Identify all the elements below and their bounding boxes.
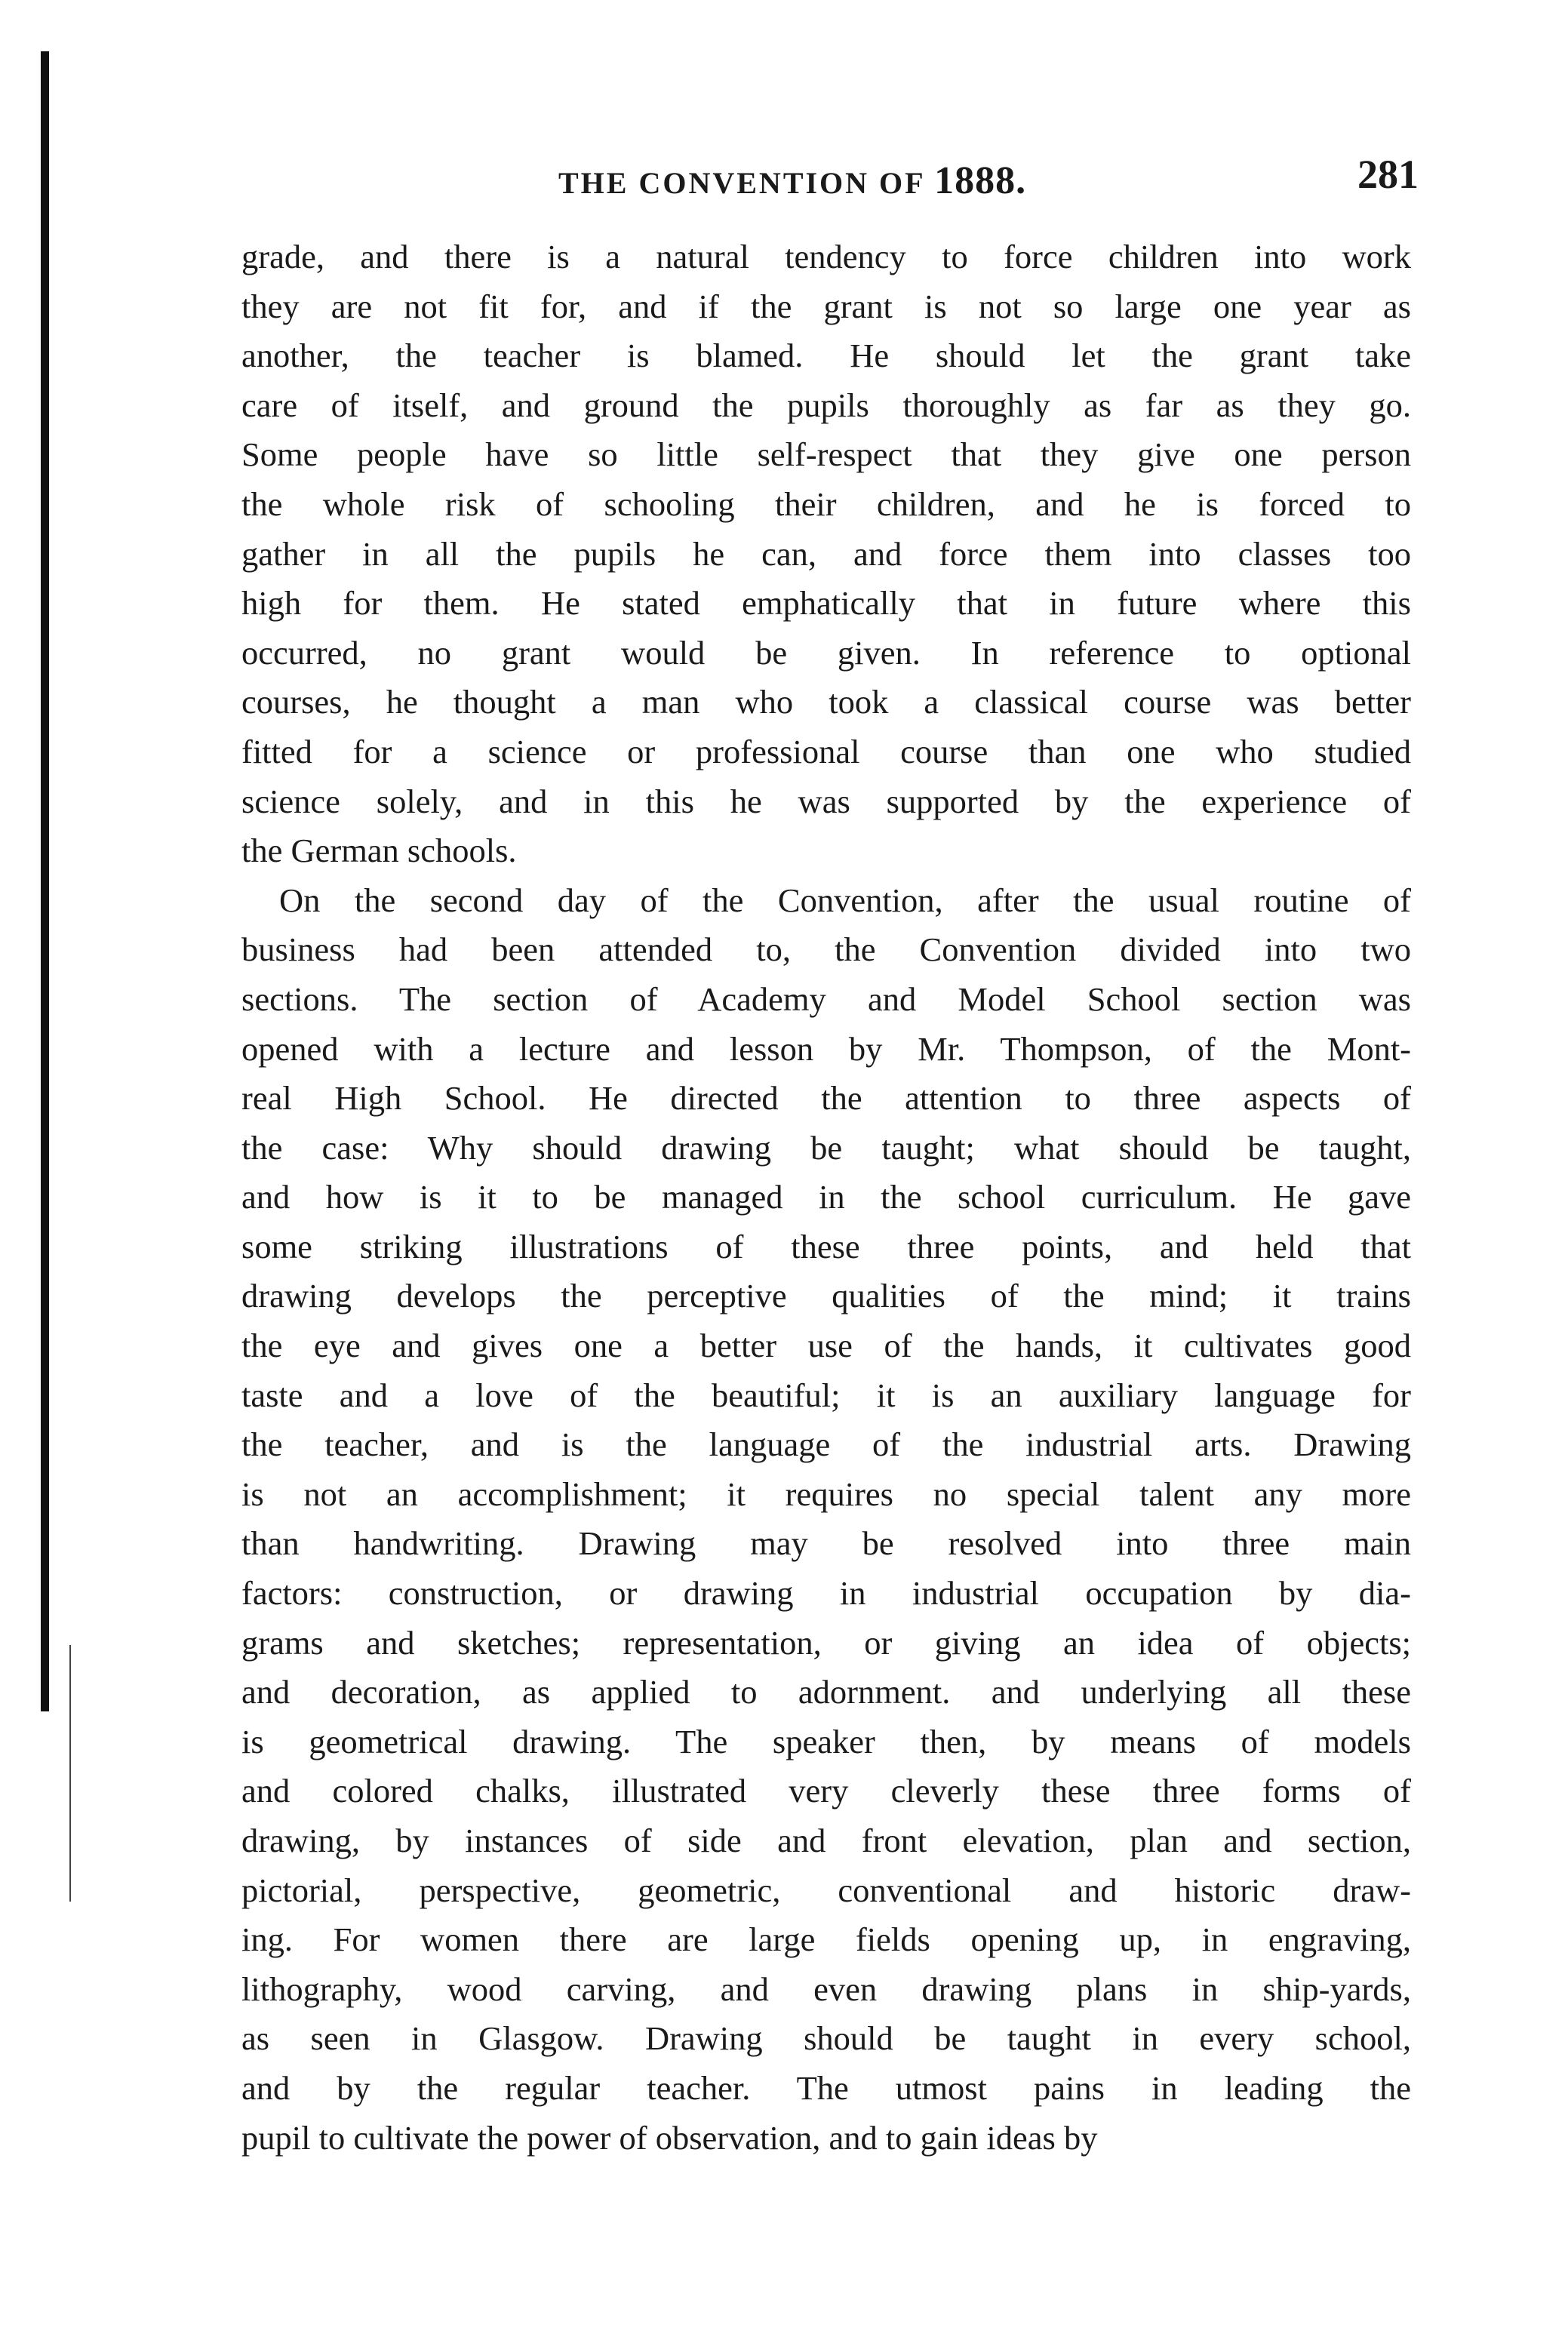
text-line: another, the teacher is blamed. He should let the grant take: [241, 337, 1411, 375]
text-line: than handwriting. Drawing may be resolved into three main: [241, 1524, 1411, 1563]
text-line: they are not fit for, and if the grant is not so large one year as: [241, 287, 1411, 325]
text-line: and colored chalks, illustrated very cleverly these three forms of: [241, 1772, 1411, 1810]
text-line: ing. For women there are large fields opening up, in engraving,: [241, 1920, 1411, 1959]
text-line: fitted for a science or professional course than one who studied: [241, 732, 1411, 770]
text-line: occurred, no grant would be given. In reference to optional: [241, 633, 1411, 672]
text-line: and by the regular teacher. The utmost pains in leading the: [241, 2068, 1411, 2107]
text-line: and how is it to be managed in the school curriculum. He gave: [241, 1178, 1411, 1216]
page-edge-line: [69, 1645, 71, 1902]
text-line: and decoration, as applied to adornment. and underlying all these: [241, 1673, 1411, 1711]
text-line: sections. The section of Academy and Model School section was: [241, 979, 1411, 1018]
running-title-year: 1888.: [934, 159, 1027, 202]
paragraph: [241, 876, 1411, 2163]
text-line: pictorial, perspective, geometric, conventional and historic draw-: [241, 1871, 1411, 1909]
running-title: [558, 158, 1026, 203]
text-line: taste and a love of the beautiful; it is an auxiliary language for: [241, 1376, 1411, 1414]
body-text: [241, 219, 1411, 2163]
text-line: opened with a lecture and lesson by Mr. Thompson, of the Mont-: [241, 1029, 1411, 1068]
text-line: gather in all the pupils he can, and force them into classes too: [241, 534, 1411, 573]
text-line: science solely, and in this he was supported by the experience of: [241, 782, 1411, 820]
text-line: courses, he thought a man who took a classical course was better: [241, 683, 1411, 721]
page-edge-shadow: [41, 51, 49, 1711]
running-title-text: THE CONVENTION OF: [558, 166, 925, 200]
text-line: factors: construction, or drawing in industrial occupation by dia-: [241, 1574, 1411, 1613]
text-line: is not an accomplishment; it requires no special talent any more: [241, 1474, 1411, 1513]
running-header: [241, 151, 1419, 219]
book-page: [241, 151, 1419, 2163]
text-line: some striking illustrations of these three points, and held that: [241, 1227, 1411, 1265]
text-line: the German schools.: [241, 832, 517, 870]
text-line: the teacher, and is the language of the industrial arts. Drawing: [241, 1425, 1411, 1464]
text-line: lithography, wood carving, and even drawing plans in ship-yards,: [241, 1969, 1411, 2008]
text-line: real High School. He directed the attention to three aspects of: [241, 1079, 1411, 1118]
text-line: pupil to cultivate the power of observation, and to gain ideas by: [241, 2118, 1098, 2157]
text-line: business had been attended to, the Convention divided into two: [241, 930, 1411, 969]
page-number: 281: [1357, 152, 1419, 197]
text-line: grade, and there is a natural tendency to force children into work: [241, 238, 1411, 275]
text-line: drawing develops the perceptive qualities of the mind; it trains: [241, 1277, 1411, 1315]
text-line: the case: Why should drawing be taught; what should be taught,: [241, 1128, 1411, 1167]
text-line: high for them. He stated emphatically that in future where this: [241, 584, 1411, 623]
text-line: On the second day of the Convention, after the usual routine of: [279, 881, 1411, 919]
paragraph: [241, 232, 1411, 876]
text-line: care of itself, and ground the pupils thoroughly as far as they go.: [241, 386, 1411, 424]
text-line: the whole risk of schooling their children, and he is forced to: [241, 484, 1411, 523]
text-line: grams and sketches; representation, or giving an idea of objects;: [241, 1623, 1411, 1662]
text-line: drawing, by instances of side and front elevation, plan and section,: [241, 1822, 1411, 1859]
text-line: Some people have so little self-respect that they give one person: [241, 435, 1411, 474]
text-line: is geometrical drawing. The speaker then, by means of models: [241, 1722, 1411, 1760]
text-line: the eye and gives one a better use of the hands, it cultivates good: [241, 1327, 1411, 1365]
text-line: as seen in Glasgow. Drawing should be taught in every school,: [241, 2019, 1411, 2058]
